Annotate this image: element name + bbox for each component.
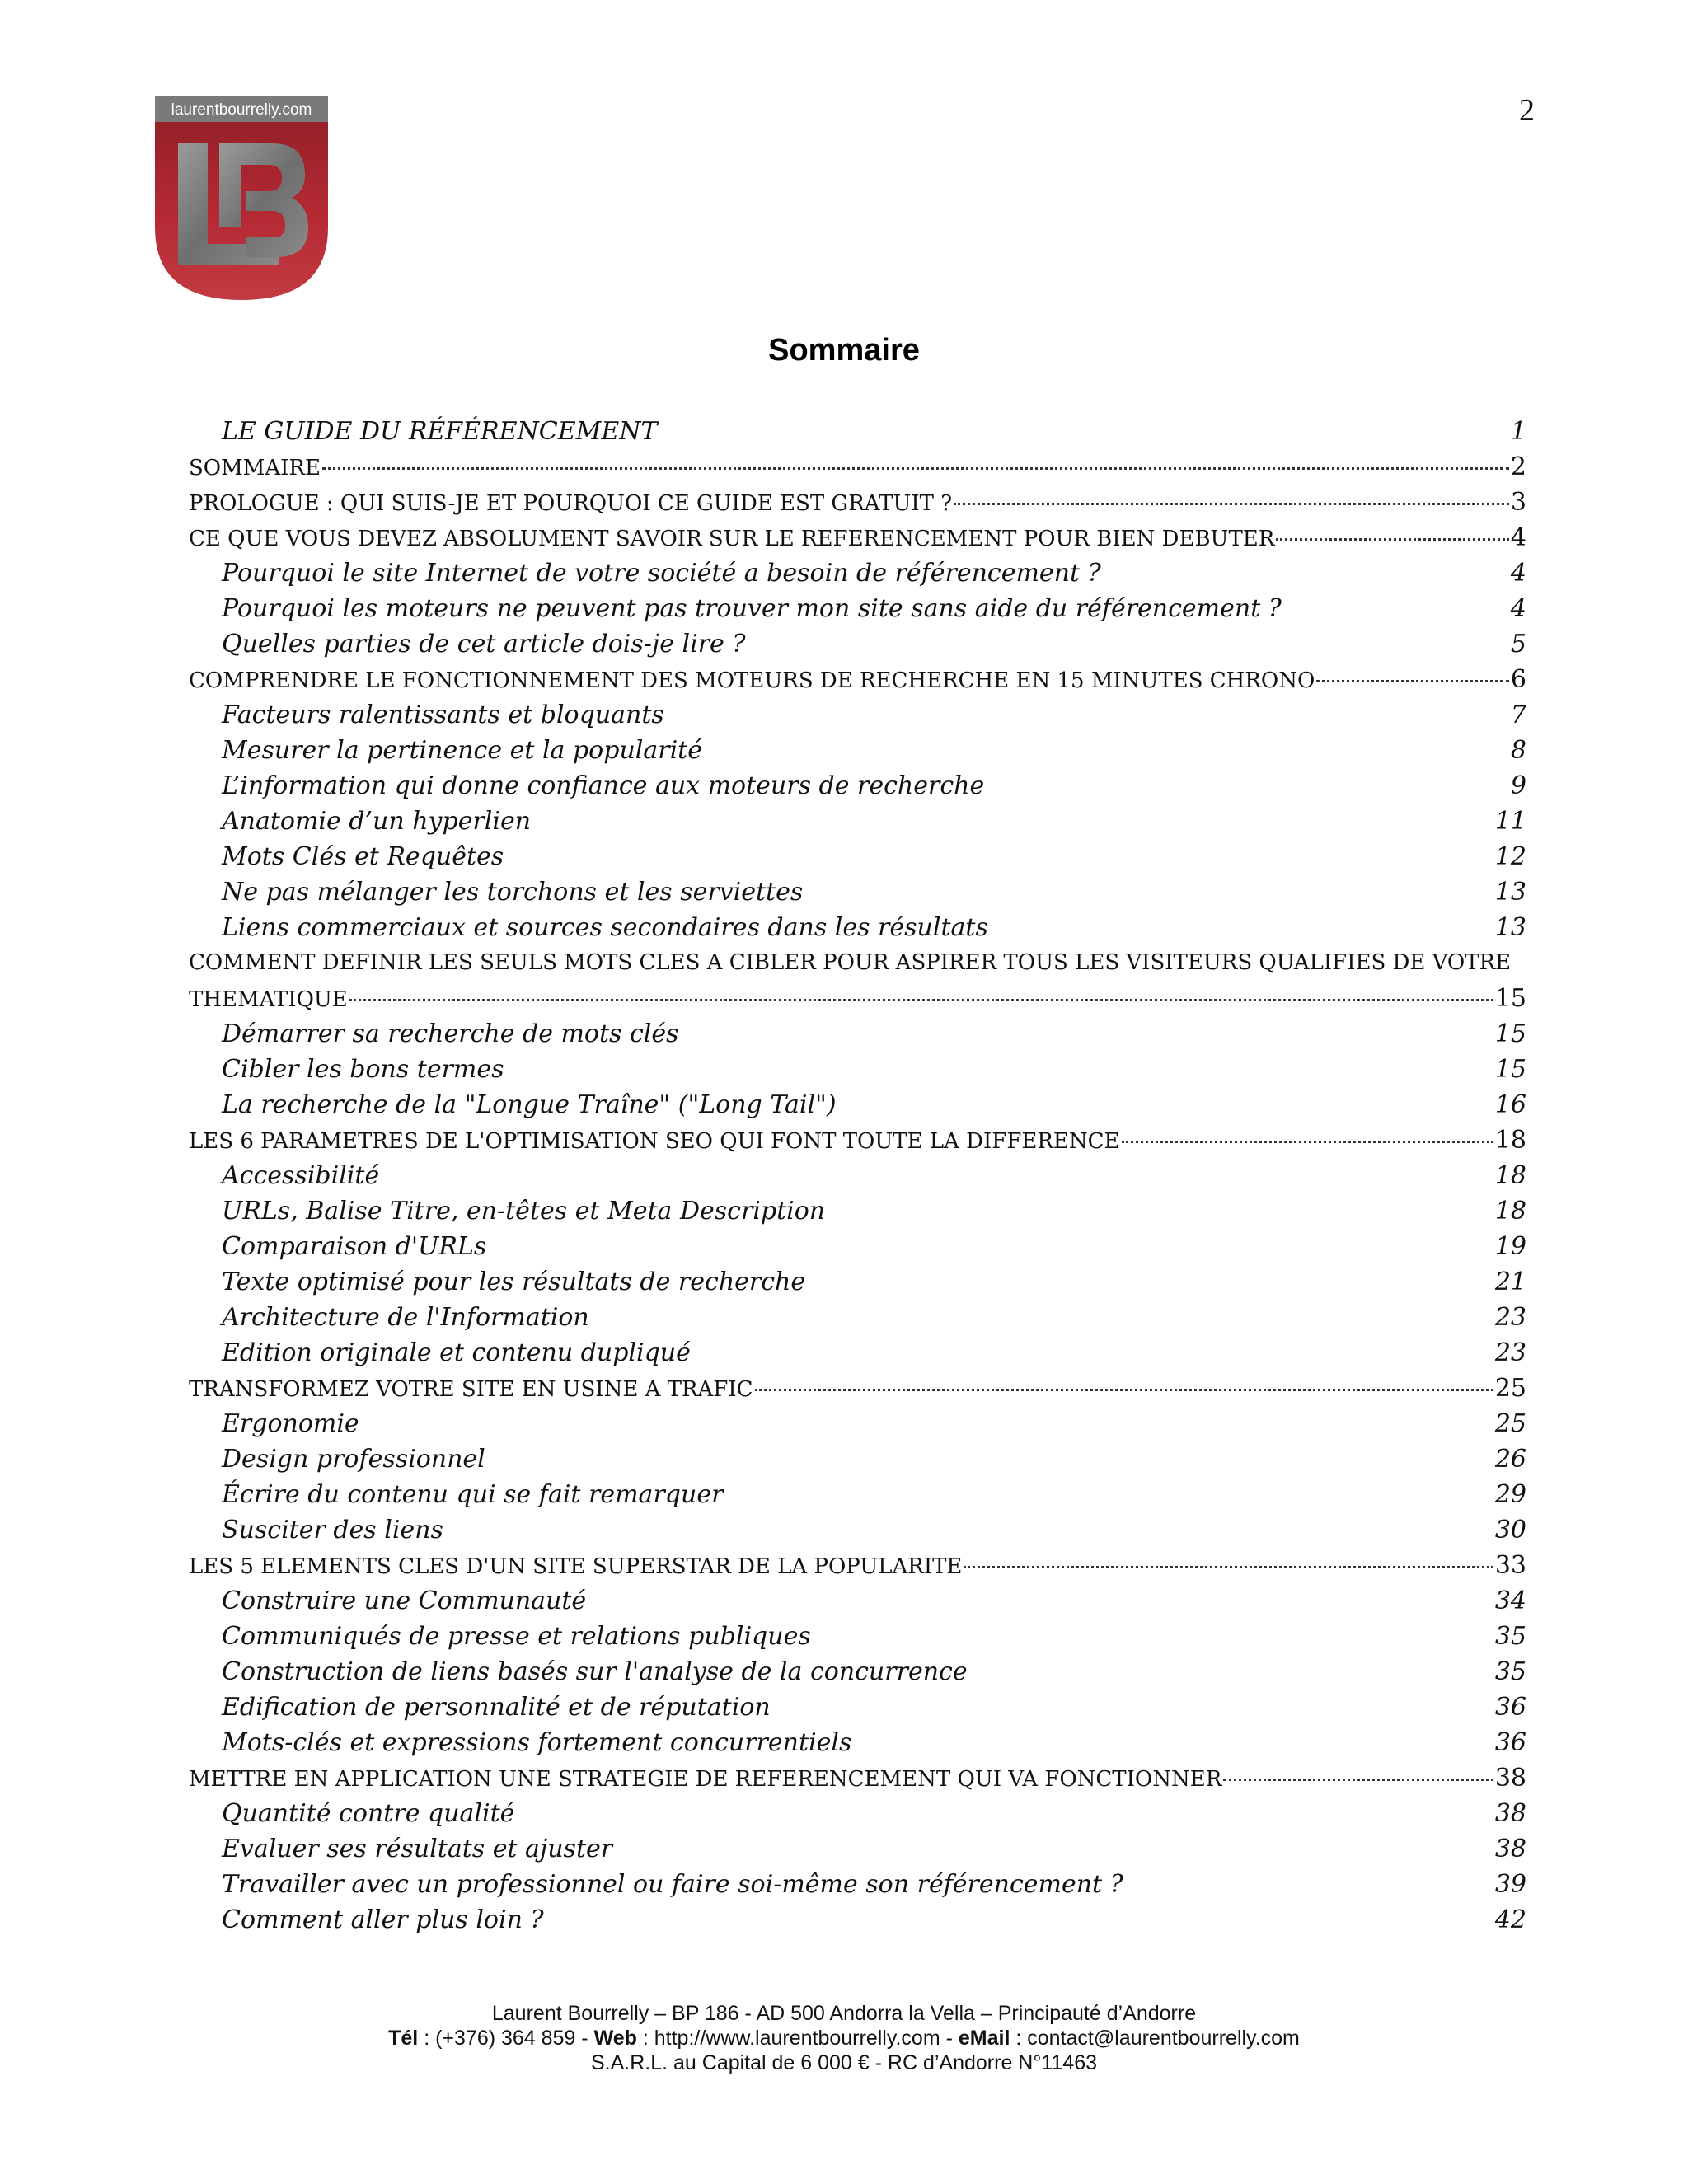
toc-entry-label: Ergonomie	[222, 1409, 359, 1438]
toc-entry[interactable]	[189, 662, 1526, 697]
toc-entry[interactable]	[189, 1548, 1526, 1583]
toc-entry-page: 25	[1494, 1374, 1526, 1403]
toc-dot-leader	[1223, 1779, 1493, 1781]
toc-entry-page: 13	[1494, 913, 1526, 942]
toc-entry[interactable]	[189, 1441, 1526, 1477]
toc-entry-page: 34	[1494, 1586, 1526, 1615]
toc-entry[interactable]	[189, 1796, 1526, 1831]
toc-entry-page: 39	[1494, 1870, 1526, 1899]
toc-entry-label: Ne pas mélanger les torchons et les serviettes	[222, 878, 804, 907]
footer-email-value: : contact@laurentbourrelly.com	[1010, 2027, 1300, 2050]
toc-entry-label: Comparaison d'URLs	[222, 1232, 487, 1261]
toc-dot-leader	[322, 467, 1509, 470]
toc-dot-leader	[1316, 680, 1509, 682]
toc-entry-page: 13	[1494, 878, 1526, 907]
footer-tel-value: : (+376) 364 859 -	[418, 2027, 594, 2050]
toc-entry-page: 6	[1510, 665, 1526, 694]
toc-entry[interactable]	[189, 981, 1526, 1016]
toc-entry-label: Evaluer ses résultats et ajuster	[222, 1835, 613, 1863]
toc-entry-page: 16	[1494, 1090, 1526, 1119]
page-number: 2	[1519, 93, 1535, 128]
toc-dot-leader	[349, 999, 1493, 1001]
footer-address: Laurent Bourrelly – BP 186 - AD 500 Andorra la Vella – Principauté d’Andorre	[491, 2002, 1197, 2025]
toc-entry-label: Construire une Communauté	[222, 1586, 587, 1615]
toc-entry[interactable]	[189, 485, 1526, 520]
toc-entry-label: Design professionnel	[222, 1445, 485, 1474]
toc-dot-leader	[964, 1566, 1493, 1568]
toc-entry-page: 25	[1494, 1409, 1526, 1438]
table-of-contents	[189, 414, 1526, 1938]
toc-entry-label: SOMMAIRE	[189, 456, 321, 480]
toc-entry-label: Écrire du contenu qui se fait remarquer	[222, 1480, 724, 1509]
toc-entry[interactable]	[189, 1335, 1526, 1371]
toc-entry-label: Communiqués de presse et relations publiques	[222, 1622, 811, 1651]
toc-entry-label: COMPRENDRE LE FONCTIONNEMENT DES MOTEURS DE RECHERCHE EN 15 MINUTES CHRONO	[189, 668, 1315, 693]
toc-entry[interactable]	[189, 555, 1526, 591]
toc-entry[interactable]	[189, 1690, 1526, 1725]
footer-email-label: eMail	[958, 2027, 1010, 2050]
toc-entry[interactable]	[189, 945, 1526, 981]
toc-entry[interactable]	[189, 520, 1526, 555]
toc-entry-page: 23	[1494, 1338, 1526, 1367]
toc-entry-label: Mots-clés et expressions fortement concurrentiels	[222, 1728, 852, 1757]
toc-entry-label: Construction de liens basés sur l'analyse de la concurrence	[222, 1657, 968, 1686]
toc-entry[interactable]	[189, 839, 1526, 874]
toc-entry-page: 2	[1510, 452, 1526, 481]
toc-entry-label: Travailler avec un professionnel ou faire soi-même son référencement ?	[222, 1870, 1123, 1899]
toc-entry-page: 4	[1510, 523, 1526, 552]
toc-entry-page: 19	[1494, 1232, 1526, 1261]
company-logo	[155, 96, 328, 300]
toc-entry-label: TRANSFORMEZ VOTRE SITE EN USINE A TRAFIC	[189, 1377, 753, 1402]
footer-contact	[0, 2026, 1688, 2050]
toc-entry-page: 42	[1494, 1905, 1526, 1934]
toc-entry[interactable]	[189, 1264, 1526, 1300]
toc-entry-page: 33	[1494, 1551, 1526, 1580]
toc-entry[interactable]	[189, 1760, 1526, 1796]
toc-entry[interactable]	[189, 1902, 1526, 1938]
toc-entry-page: 4	[1510, 559, 1526, 588]
toc-entry[interactable]	[189, 1300, 1526, 1335]
toc-entry[interactable]	[189, 591, 1526, 626]
toc-entry[interactable]	[189, 697, 1526, 733]
toc-entry-page: 35	[1494, 1622, 1526, 1651]
toc-entry-page: 4	[1510, 594, 1526, 623]
toc-entry-page: 9	[1510, 771, 1526, 800]
toc-entry-page: 38	[1494, 1799, 1526, 1828]
toc-entry-label: LE GUIDE DU RÉFÉRENCEMENT	[222, 417, 658, 446]
toc-entry-label: Cibler les bons termes	[222, 1055, 504, 1084]
toc-entry-label: LES 6 PARAMETRES DE L'OPTIMISATION SEO QUI FONT TOUTE LA DIFFERENCE	[189, 1129, 1120, 1154]
toc-entry[interactable]	[189, 414, 1526, 449]
toc-entry[interactable]	[189, 1406, 1526, 1441]
toc-entry-page: 38	[1494, 1835, 1526, 1863]
toc-entry[interactable]	[189, 1619, 1526, 1654]
toc-entry-label: LES 5 ELEMENTS CLES D'UN SITE SUPERSTAR DE LA POPULARITE	[189, 1554, 963, 1579]
toc-entry-page: 30	[1494, 1516, 1526, 1544]
toc-entry-label: Comment aller plus loin ?	[222, 1905, 544, 1934]
toc-entry-label: Architecture de l'Information	[222, 1303, 589, 1332]
toc-entry[interactable]	[189, 733, 1526, 768]
toc-entry-label: URLs, Balise Titre, en-têtes et Meta Description	[222, 1197, 826, 1226]
toc-entry[interactable]	[189, 874, 1526, 910]
toc-entry-label: Liens commerciaux et sources secondaires dans les résultats	[222, 913, 988, 942]
toc-entry-page: 11	[1494, 807, 1526, 836]
toc-entry-label: Accessibilité	[222, 1161, 380, 1190]
toc-entry-label: METTRE EN APPLICATION UNE STRATEGIE DE REFERENCEMENT QUI VA FONCTIONNER	[189, 1767, 1222, 1792]
toc-entry-page: 18	[1494, 1126, 1526, 1155]
toc-entry[interactable]	[189, 1867, 1526, 1902]
toc-entry[interactable]	[189, 1052, 1526, 1087]
toc-entry-page: 36	[1494, 1693, 1526, 1722]
toc-entry-page: 18	[1494, 1197, 1526, 1226]
toc-entry[interactable]	[189, 1122, 1526, 1158]
toc-entry-page: 15	[1494, 1019, 1526, 1048]
toc-entry-page: 7	[1510, 701, 1526, 729]
footer-web-label: Web	[593, 2027, 637, 2050]
toc-entry[interactable]	[189, 768, 1526, 804]
toc-entry-page: 29	[1494, 1480, 1526, 1509]
footer-tel-label: Tél	[388, 2027, 419, 2050]
toc-entry-page: 8	[1510, 736, 1526, 765]
toc-entry-page: 12	[1494, 842, 1526, 871]
toc-entry-label: Mots Clés et Requêtes	[222, 842, 504, 871]
toc-entry[interactable]	[189, 1158, 1526, 1193]
toc-entry-page: 15	[1494, 984, 1526, 1013]
toc-entry-page: 35	[1494, 1657, 1526, 1686]
toc-entry-label: Susciter des liens	[222, 1516, 443, 1544]
toc-entry[interactable]	[189, 1193, 1526, 1229]
toc-entry-label: Démarrer sa recherche de mots clés	[222, 1019, 679, 1048]
toc-entry-label: Edition originale et contenu dupliqué	[222, 1338, 691, 1367]
toc-entry-page: 1	[1510, 417, 1526, 446]
toc-entry-label: Facteurs ralentissants et bloquants	[222, 701, 664, 729]
toc-entry-label: Edification de personnalité et de réputation	[222, 1693, 771, 1722]
toc-entry-page: 5	[1510, 630, 1526, 658]
toc-entry-page: 36	[1494, 1728, 1526, 1757]
toc-dot-leader	[1276, 538, 1509, 541]
page-title: Sommaire	[768, 333, 920, 368]
toc-entry[interactable]	[189, 910, 1526, 945]
toc-entry-page: 23	[1494, 1303, 1526, 1332]
toc-entry-label: Mesurer la pertinence et la popularité	[222, 736, 702, 765]
toc-entry[interactable]	[189, 1371, 1526, 1406]
footer-web-value: : http://www.laurentbourrelly.com -	[636, 2027, 959, 2050]
toc-entry-page: 15	[1494, 1055, 1526, 1084]
toc-dot-leader	[755, 1389, 1493, 1391]
toc-entry-label: La recherche de la "Longue Traîne" ("Long Tail")	[222, 1090, 837, 1119]
toc-entry-label: THEMATIQUE	[189, 987, 348, 1012]
toc-entry-label: Pourquoi les moteurs ne peuvent pas trouver mon site sans aide du référencement ?	[222, 594, 1282, 623]
toc-entry[interactable]	[189, 1016, 1526, 1052]
toc-entry-label: Quelles parties de cet article dois-je lire ?	[222, 630, 746, 658]
toc-entry[interactable]	[189, 449, 1526, 485]
toc-entry-label: CE QUE VOUS DEVEZ ABSOLUMENT SAVOIR SUR LE REFERENCEMENT POUR BIEN DEBUTER	[189, 527, 1275, 551]
toc-dot-leader	[1122, 1141, 1493, 1143]
toc-entry[interactable]	[189, 1229, 1526, 1264]
toc-entry[interactable]	[189, 1583, 1526, 1619]
toc-entry-page: 3	[1510, 488, 1526, 517]
toc-entry-label: L’information qui donne confiance aux moteurs de recherche	[222, 771, 985, 800]
toc-entry[interactable]	[189, 626, 1526, 662]
toc-entry[interactable]	[189, 1477, 1526, 1512]
toc-entry-page: 21	[1494, 1268, 1526, 1296]
toc-entry-page: 26	[1494, 1445, 1526, 1474]
toc-entry[interactable]	[189, 1087, 1526, 1122]
footer-legal: S.A.R.L. au Capital de 6 000 € - RC d’Andorre N°11463	[590, 2051, 1098, 2074]
toc-entry-label: Quantité contre qualité	[222, 1799, 515, 1828]
toc-dot-leader	[954, 503, 1509, 505]
toc-entry-label: Anatomie d’un hyperlien	[222, 807, 532, 836]
toc-entry-label: PROLOGUE : QUI SUIS-JE ET POURQUOI CE GUIDE EST GRATUIT ?	[189, 491, 953, 516]
toc-entry-label: Texte optimisé pour les résultats de recherche	[222, 1268, 806, 1296]
toc-entry-page: 38	[1494, 1764, 1526, 1793]
logo-text: laurentbourrelly.com	[171, 101, 312, 119]
toc-entry[interactable]	[189, 804, 1526, 839]
toc-entry[interactable]	[189, 1654, 1526, 1690]
toc-entry[interactable]	[189, 1831, 1526, 1867]
toc-entry[interactable]	[189, 1512, 1526, 1548]
toc-entry-label: COMMENT DEFINIR LES SEULS MOTS CLES A CIBLER POUR ASPIRER TOUS LES VISITEURS QUALIFIES DE VOTRE	[189, 950, 1512, 975]
page-footer	[0, 2001, 1688, 2075]
toc-entry-label: Pourquoi le site Internet de votre société a besoin de référencement ?	[222, 559, 1101, 588]
toc-entry[interactable]	[189, 1725, 1526, 1760]
toc-entry-page: 18	[1494, 1161, 1526, 1190]
